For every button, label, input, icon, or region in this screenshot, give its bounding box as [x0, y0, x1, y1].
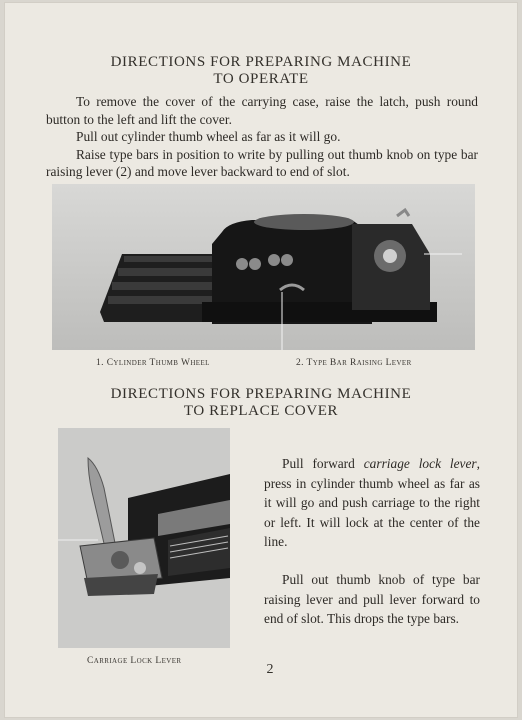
- section1-heading-line2: TO OPERATE: [213, 71, 309, 87]
- caption-carriage-lock-lever: Carriage Lock Lever: [87, 656, 182, 666]
- paragraph-raise-type-bars: Raise type bars in position to write by pulling out thumb knob on type bar raising lever (2) and move lever backward to end of slot.: [46, 146, 478, 180]
- paragraph-remove-cover: To remove the cover of the carrying case, raise the latch, push round button to the left and lift the cover.: [46, 94, 478, 127]
- section1-body: [46, 93, 478, 181]
- carriage-lock-illustration: [58, 428, 230, 648]
- paragraph-thumb-wheel: Pull out cylinder thumb wheel as far as it will go.: [76, 129, 341, 145]
- caption-type-bar-raising-lever: 2. Type Bar Raising Lever: [296, 358, 412, 368]
- section2-heading-line2: TO REPLACE COVER: [183, 403, 339, 419]
- section1-heading-line1: DIRECTIONS FOR PREPARING MACHINE: [110, 54, 412, 70]
- paragraph-carriage-lock-start: Pull forward: [282, 456, 364, 471]
- typewriter-side-illustration: [52, 184, 475, 350]
- carriage-lock-photo: [58, 428, 230, 648]
- paragraph-carriage-lock: [264, 454, 480, 552]
- paragraph-carriage-lock-rest: , press in cylinder thumb wheel as far as it will go and push carriage to the right or left. It will lock at the center of the line.: [264, 456, 480, 550]
- typewriter-side-photo: [52, 184, 475, 350]
- paragraph-drop-type-bars: Pull out thumb knob of type bar raising lever and pull lever forward to end of slot. This drops the type bars.: [264, 571, 480, 627]
- section2-body: [264, 454, 480, 647]
- carriage-lock-lever-term: carriage lock lever: [363, 456, 477, 471]
- section2-heading-line1: DIRECTIONS FOR PREPARING MACHINE: [110, 386, 412, 402]
- caption-cylinder-thumb-wheel: 1. Cylinder Thumb Wheel: [96, 358, 210, 368]
- page-number: 2: [266, 662, 274, 677]
